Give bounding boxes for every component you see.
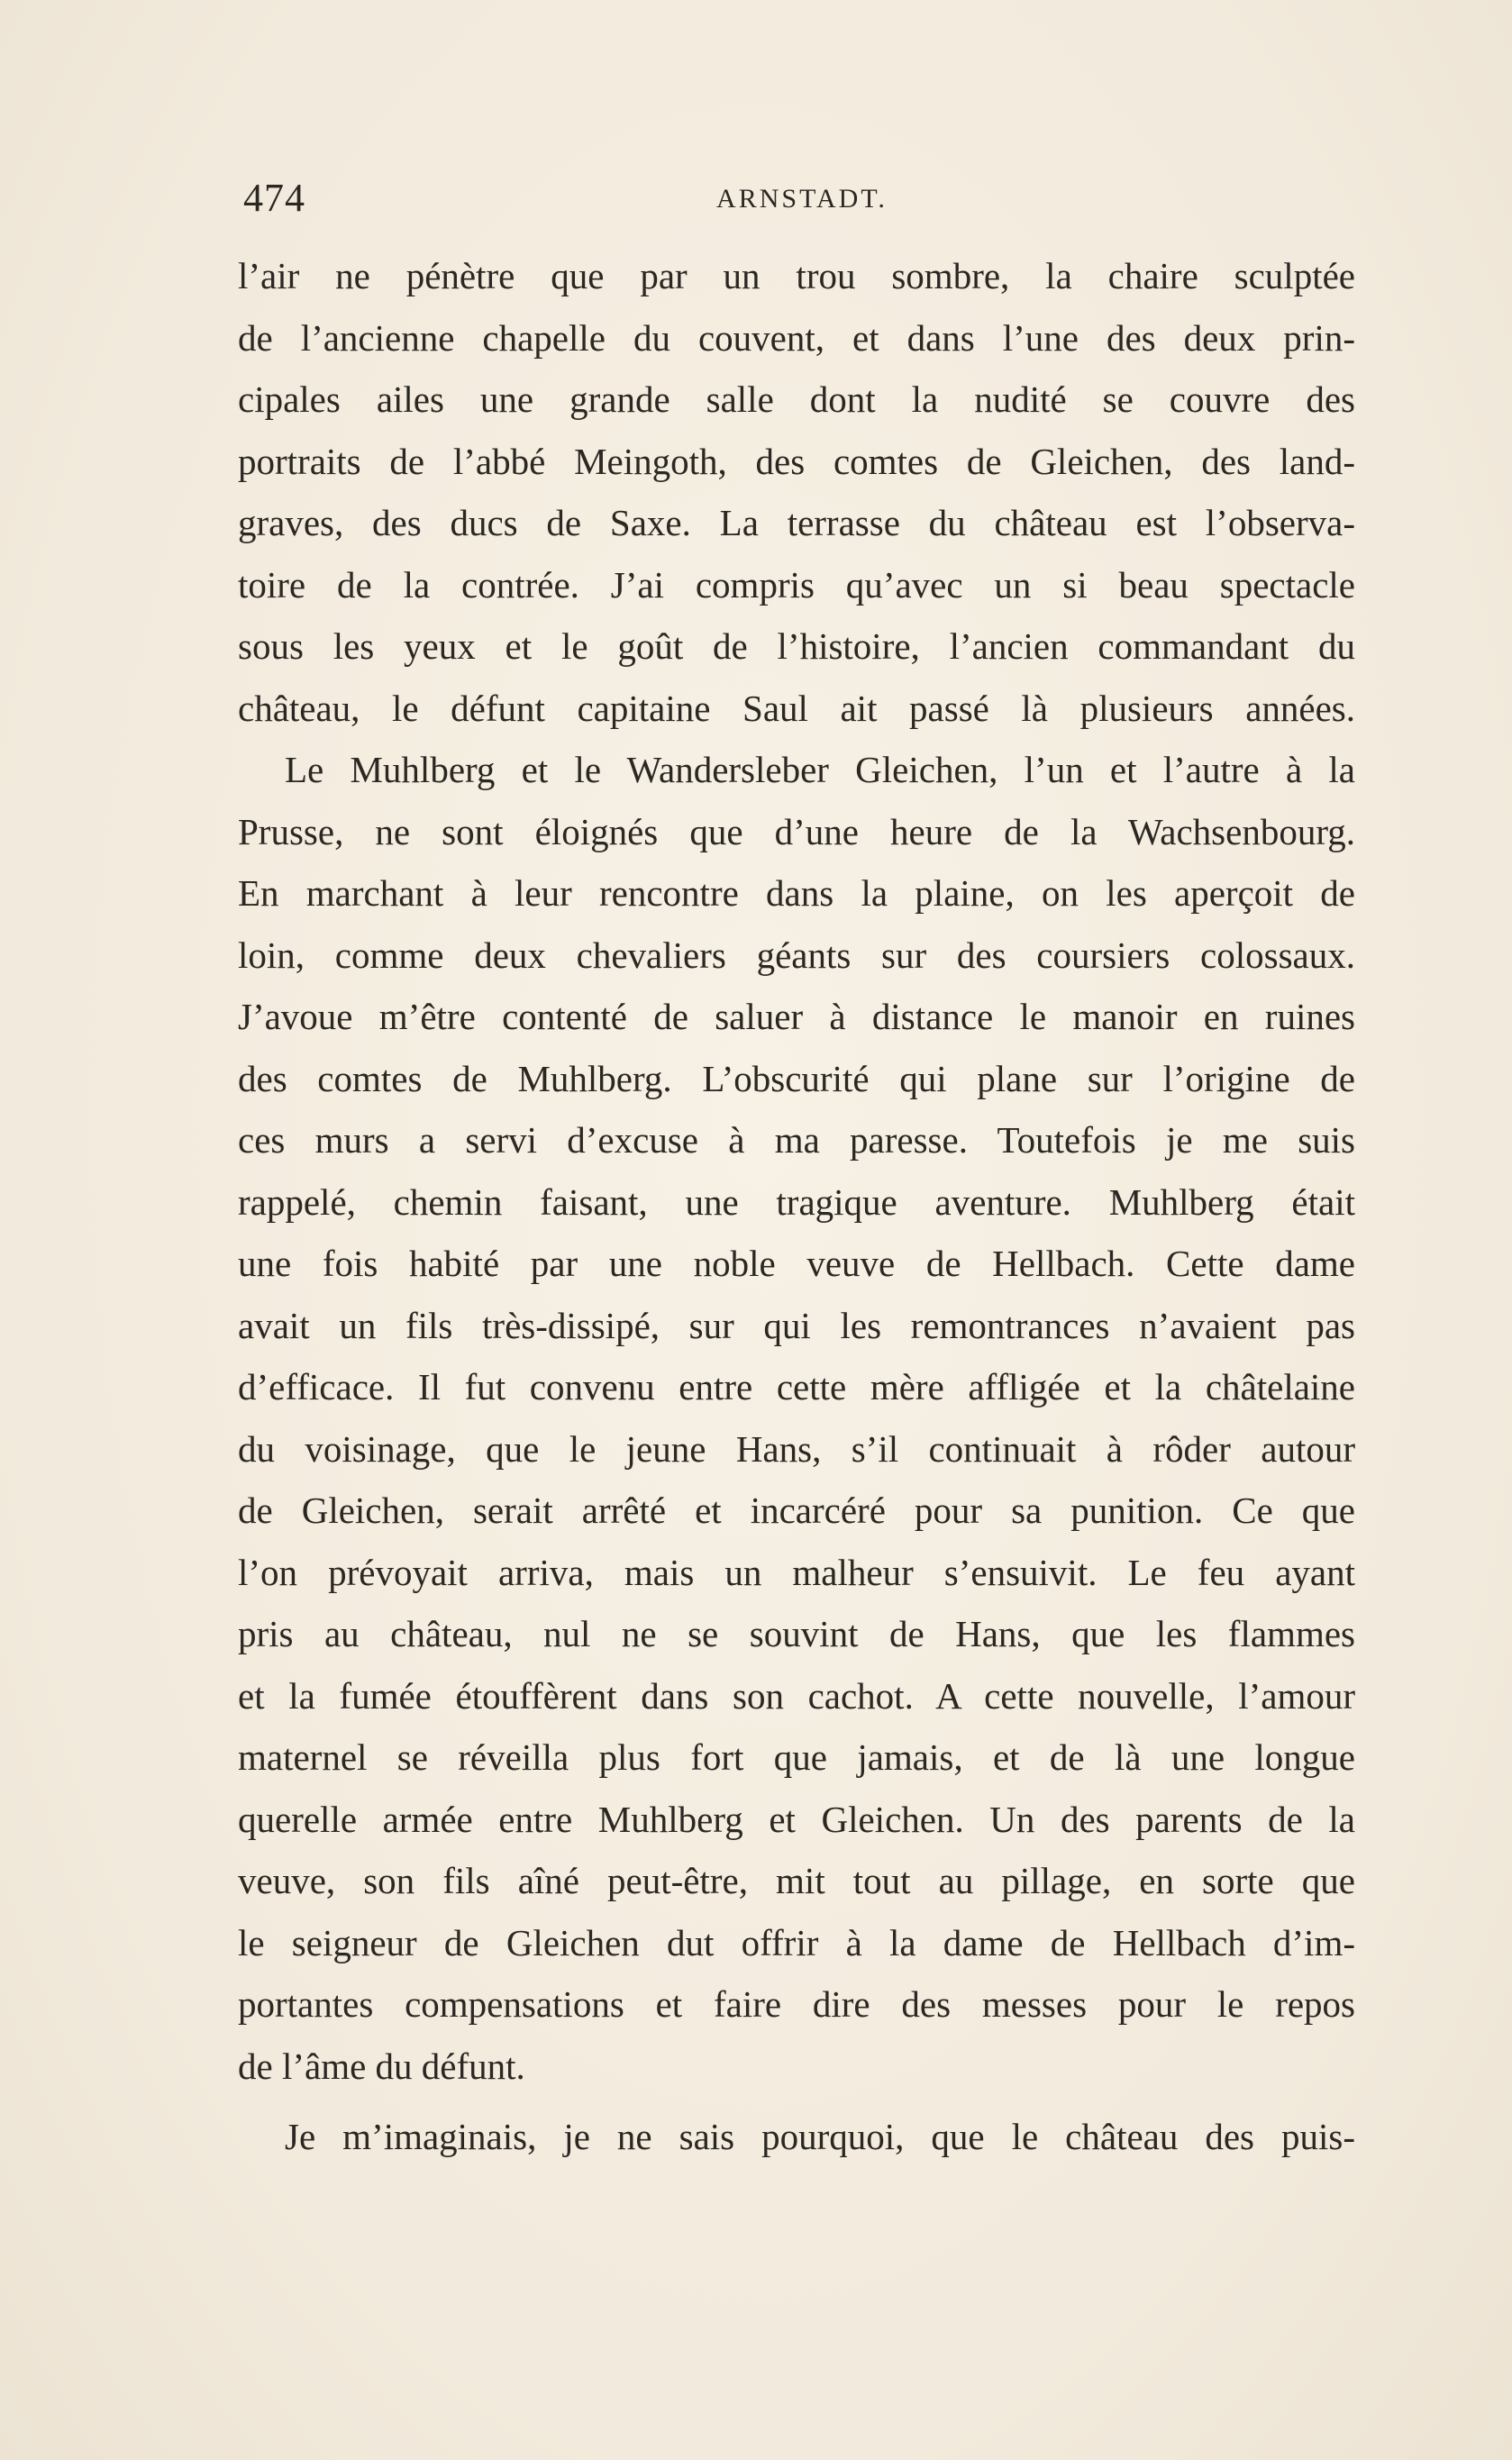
text-line: de l’ancienne chapelle du couvent, et dans l’une des deux prin-	[238, 316, 1355, 359]
text-line: d’efficace. Il fut convenu entre cette mère affligée et la châtelaine	[238, 1366, 1355, 1408]
text-line: loin, comme deux chevaliers géants sur des coursiers colossaux.	[238, 934, 1355, 976]
text-line: pris au château, nul ne se souvint de Hans, que les flammes	[238, 1613, 1355, 1654]
text-line: veuve, son fils aîné peut-être, mit tout au pillage, en sorte que	[238, 1860, 1355, 1901]
text-line: de l’âme du défunt.	[238, 2045, 525, 2087]
text-line: Prusse, ne sont éloignés que d’une heure de la Wachsenbourg.	[238, 810, 1355, 852]
text-line: maternel se réveilla plus fort que jamais, et de là une longue	[238, 1736, 1355, 1778]
text-line: une fois habité par une noble veuve de Hellbach. Cette dame	[238, 1243, 1355, 1284]
text-line: château, le défunt capitaine Saul ait passé là plusieurs années.	[238, 687, 1355, 729]
text-line: avait un fils très-dissipé, sur qui les remontrances n’avaient pas	[238, 1304, 1355, 1346]
text-line: cipales ailes une grande salle dont la nudité se couvre des	[238, 378, 1355, 420]
text-line: Je m’imaginais, je ne sais pourquoi, que le château des puis-	[285, 2116, 1355, 2157]
text-line: Le Muhlberg et le Wandersleber Gleichen, l’un et l’autre à la	[285, 749, 1355, 790]
text-line: ces murs a servi d’excuse à ma paresse. Toutefois je me suis	[238, 1119, 1355, 1161]
text-line: sous les yeux et le goût de l’histoire, l’ancien commandant du	[238, 625, 1355, 667]
text-line: portraits de l’abbé Meingoth, des comtes de Gleichen, des land-	[238, 440, 1355, 482]
text-line: portantes compensations et faire dire des messes pour le repos	[238, 1983, 1355, 2025]
page-number: 474	[243, 176, 305, 220]
text-line: rappelé, chemin faisant, une tragique aventure. Muhlberg était	[238, 1180, 1355, 1223]
body-text	[238, 245, 1355, 2168]
text-line: du voisinage, que le jeune Hans, s’il continuait à rôder autour	[238, 1427, 1355, 1470]
text-line: le seigneur de Gleichen dut offrir à la dame de Hellbach d’im-	[238, 1921, 1355, 1963]
running-title: ARNSTADT.	[716, 184, 888, 214]
running-head	[243, 176, 1361, 221]
text-line: En marchant à leur rencontre dans la plaine, on les aperçoit de	[238, 872, 1355, 914]
text-line: J’avoue m’être contenté de saluer à distance le manoir en ruines	[238, 996, 1355, 1037]
text-line: des comtes de Muhlberg. L’obscurité qui plane sur l’origine de	[238, 1057, 1355, 1099]
text-line: l’on prévoyait arriva, mais un malheur s’ensuivit. Le feu ayant	[238, 1551, 1355, 1593]
text-line: querelle armée entre Muhlberg et Gleichen. Un des parents de la	[238, 1798, 1355, 1840]
text-line: l’air ne pénètre que par un trou sombre, la chaire sculptée	[238, 255, 1355, 296]
text-line: et la fumée étouffèrent dans son cachot. A cette nouvelle, l’amour	[238, 1674, 1355, 1717]
text-line: toire de la contrée. J’ai compris qu’avec un si beau spectacle	[238, 563, 1355, 606]
text-line: de Gleichen, serait arrêté et incarcéré pour sa punition. Ce que	[238, 1490, 1355, 1531]
text-line: graves, des ducs de Saxe. La terrasse du château est l’observa-	[238, 502, 1355, 543]
